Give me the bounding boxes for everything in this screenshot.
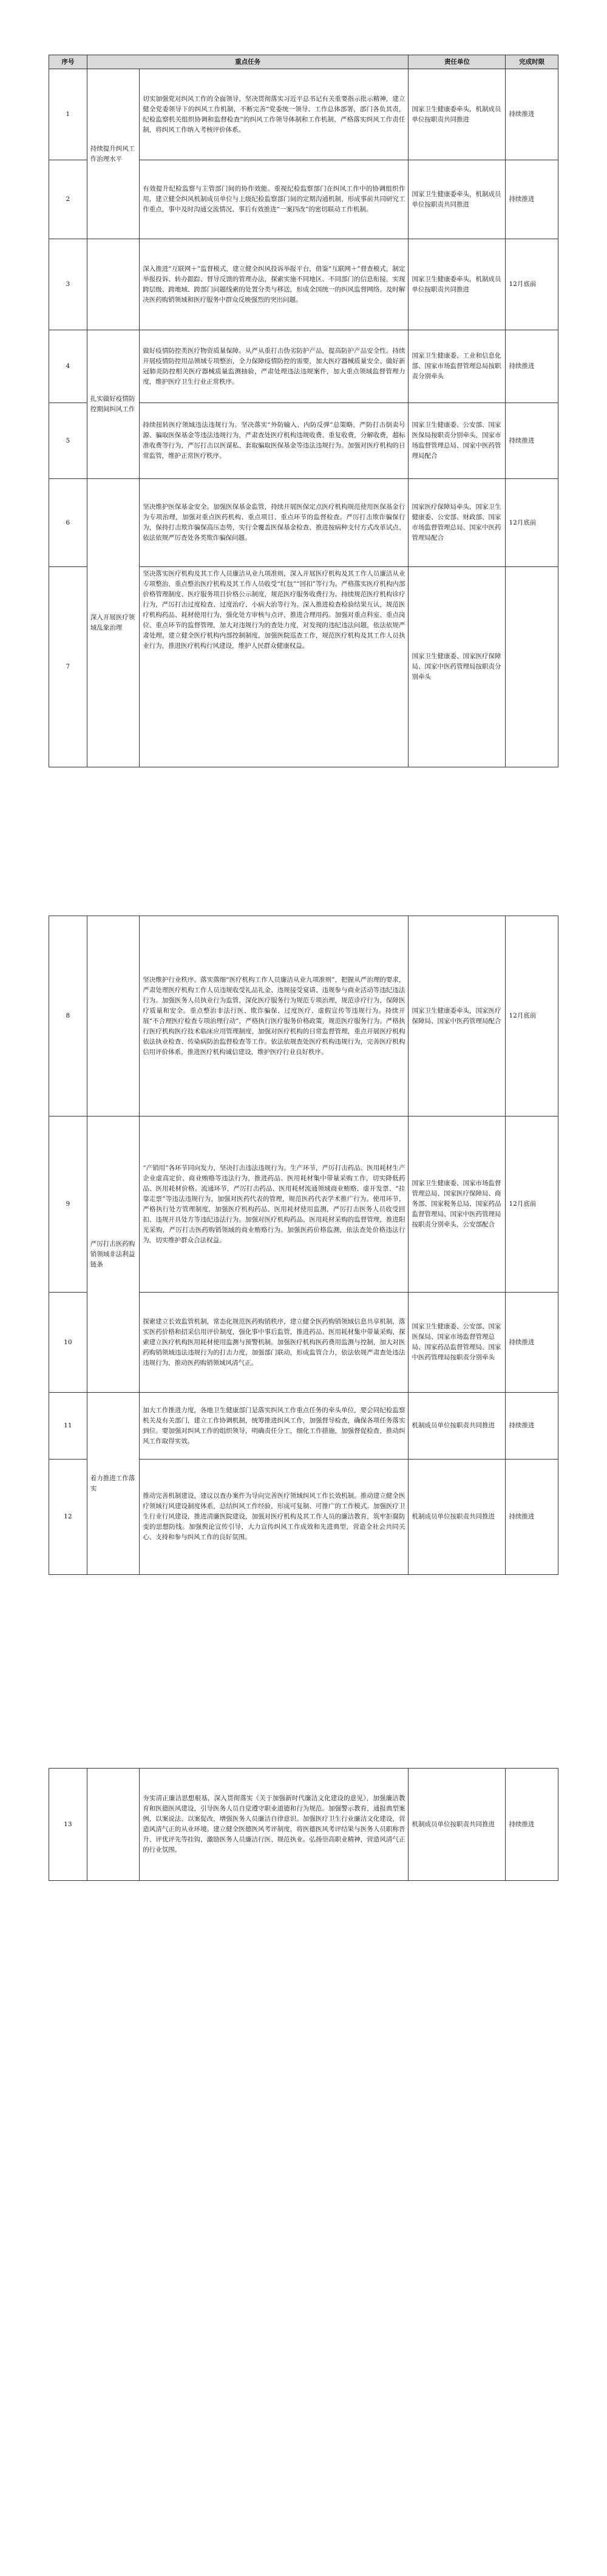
- row-number: 5: [49, 403, 87, 479]
- table-row: [49, 1769, 558, 1881]
- task-text: 切实加强党对纠风工作的全面领导，坚决贯彻落实习近平总书记有关重要指示批示精神，建立健全党委领导下的纠风工作机制，不断完善“党委统一领导、工作总体部署，部门各负其责，纪检监察机关组织协调和监督检查”的纠风工作领导体制和工作机制，严格落实纠风工作责任制，将纠风工作纳入考核评价体系。: [140, 69, 409, 160]
- area-label: [87, 239, 139, 330]
- row-number: 4: [49, 330, 87, 403]
- deadline: 12月底前: [506, 479, 558, 567]
- area-label: 扎实做好疫情防控期间纠风工作: [87, 330, 139, 479]
- responsible-unit: 机制成员单位按职责共同推进: [409, 1460, 506, 1575]
- responsible-unit: 国家卫生健康委、国家市场监督管理总局、国家医疗保障局、商务部、国家税务总局、国家药品监督管理局、国家中医药管理局按职责分别牵头，公安部配合: [409, 1116, 506, 1293]
- deadline: 12月底前: [506, 916, 558, 1116]
- deadline: [506, 567, 558, 767]
- task-table-page-1: [49, 55, 558, 767]
- task-text: 有效提升纪检监察与主管部门间的协作效能。重视纪检监察部门在纠风工作中的协调组织作用，建立健全纠风机制成员单位与上级纪检监察部门间的定期沟通机制，形成事前共同研究工作重点，事中及时沟通交流情况、事后有效推进“一案四改”的密切联动工作机制。: [140, 160, 409, 239]
- task-text: “产销用”各环节同向发力，坚决打击违法违规行为。生产环节，严厉打击药品、医用耗材生产企业虚高定价、商业贿赂等违法行为，推进药品、医用耗材集中带量采购工作，切实降低药品、医用耗材价格。流通环节，严厉打击药品、医用耗材流通领域商业贿赂、虚开发票、“挂靠走票”等违法违规行为，加强对医药代表的管理，规范医药代表学术推广行为。使用环节，严格执行处方管理制度，加强医疗机构药品、医用耗材使用监测，严厉打击医务人员收受回扣、违规开具处方等违纪违法行为。加强对医疗机构药品、医用耗材采购的监督管理，推进阳光采购，严厉打击医药购销领域的商业贿赂行为。加强医药价格监测，依法查处价格违法行为，切实维护群众合法权益。: [140, 1116, 409, 1293]
- area-label: 着力推进工作落实: [87, 1393, 139, 1575]
- responsible-unit: 国家卫生健康委、国家医疗保障局、国家中医药管理局按职责分别牵头: [409, 567, 506, 767]
- task-text: 推动完善机制建设，建议以查办案件为导向完善医疗领域纠风工作长效机制。推动建立健全医疗领域行风建设制度体系，总结纠风工作经验，形成可复制、可推广的工作模式。加强医疗卫生行业行风建设，推进清廉医院建设，加强对医疗机构及其工作人员的廉洁教育，筑牢拒腐防变的思想防线。加强舆论宣传引导，大力宣传纠风工作成效和先进典型，营造全社会共同关心、支持和参与纠风工作的良好氛围。: [140, 1460, 409, 1575]
- table-header: [49, 55, 558, 69]
- row-number: 12: [49, 1460, 87, 1575]
- table-row: [49, 479, 558, 567]
- deadline: 持续推进: [506, 160, 558, 239]
- responsible-unit: 国家卫生健康委牵头，机制成员单位按职责共同推进: [409, 69, 506, 160]
- area-label: [87, 1769, 139, 1881]
- task-table-page-3: [49, 1768, 558, 1881]
- table-row: [49, 330, 558, 403]
- responsible-unit: 国家卫生健康委牵头，国家医疗保障局、国家中医药管理局配合: [409, 916, 506, 1116]
- task-text: 坚决落实医疗机构及其工作人员廉洁从业九项准则，深入开展医疗机构及其工作人员廉洁从业专项整治，重点整治医疗机构及其工作人员收受“红包”“回扣”等行为。严格落实医疗机构内部价格管理制度、医疗服务项目价格公示制度，规范医疗服务收费行为。持续规范医疗机构诊疗行为，严厉打击过度检查、过度治疗、小病大治等行为。深入推进检查检验结果互认，规范医疗机构药品、耗材使用行为，强化处方审核与点评，推进合理用药。加强对重点科室、重点岗位、重点环节的监督管理，加大对违规行为的查处力度，对发现的违纪违法问题，依法依规严肃处理。建立健全医疗机构内部控制制度，加强医院巡查工作，规范医疗机构及其工作人员执业行为，推进医疗机构行风建设，维护人民群众健康权益。: [140, 567, 409, 767]
- area-label: 持续提升纠风工作治理水平: [87, 69, 139, 239]
- row-number: 2: [49, 160, 87, 239]
- responsible-unit: 国家医疗保障局牵头，国家卫生健康委、公安部、财政部、国家市场监督管理总局、国家中医药管理局配合: [409, 479, 506, 567]
- deadline: 12月底前: [506, 1116, 558, 1293]
- task-text: 探索建立长效监管机制，常态化规范医药购销秩序，建立健全医药购销领域信息共享机制，落实医药价格和招采信用评价制度，强化事中事后监管，推进药品、医用耗材集中带量采购，探索建立医疗机构医用耗材使用监测与预警机制。加强医疗机构医药费用监测与控制，加大对医药购销领域违法违规行为的打击力度，加强部门联动，形成监管合力，依法依规严肃查处违法违规行为，推动医药购销领域风清气正。: [140, 1293, 409, 1393]
- responsible-unit: 国家卫生健康委、公安部、国家医保局、国家市场监督管理总局、国家药品监督管理局、国家中医药管理局按职责分别牵头: [409, 1293, 506, 1393]
- task-table-page-2: [49, 916, 558, 1575]
- table-row: [49, 1116, 558, 1293]
- responsible-unit: 机制成员单位按职责共同推进: [409, 1393, 506, 1460]
- deadline: 持续推进: [506, 330, 558, 403]
- task-text: 坚决维护医保基金安全。加强医保基金监管，持续开展医保定点医疗机构规范使用医保基金行为专项治理，加强对重点医药机构、重点项目、重点环节的监督检查。严厉打击欺诈骗保行为，保持打击欺诈骗保高压态势，实行全覆盖医保基金检查、推进按病种支付方式改革试点、依法依规严厉查处各类欺诈骗保问题。: [140, 479, 409, 567]
- area-label: 严厉打击医药购销领域非法利益链条: [87, 1116, 139, 1393]
- task-text: 做好疫情防控类医疗物资质量保障。从严从重打击伪劣防护产品，提高防护产品安全性。持续开展疫情防控用品领域专项整治，全力保障疫情防控的需要，加大医疗器械质量安全、做好新冠肺炎防控相关医疗器械质量监测抽验，严肃处理违法违规案件，加大重点领域监督管理力度，维护医疗卫生行业正常秩序。: [140, 330, 409, 403]
- row-number: 13: [49, 1769, 87, 1881]
- task-text: 加大工作推进力度，各地卫生健康部门是落实纠风工作重点任务的牵头单位，要会同纪检监察机关及有关部门，建立工作协调机制，统筹推进纠风工作，加强督导检查，确保各项任务落实到位。要加强对纠风工作的组织领导，明确责任分工，细化工作措施，加强督促检查，推动纠风工作取得实效。: [140, 1393, 409, 1460]
- row-number: 7: [49, 567, 87, 767]
- task-text: 坚决维护行业秩序。落实落细“医疗机构工作人员廉洁从业九项准则”，把握从严治理的要求，严肃处理医疗机构工作人员违规收受礼品礼金、违规接受宴请、违规参与商业活动等违纪违法行为。加强医务人员执业行为监管，深化医疗服务行为规范专项治理，规范诊疗行为，保障医疗质量和安全。重点整治非法行医、欺诈骗保、过度医疗、虚假宣传等违规行为。持续开展“不合理医疗检查专项治理行动”，严格执行医疗服务价格政策，规范医疗服务行为。严格执行医疗机构医疗技术临床应用管理制度，加强对医疗机构的日常监督管理，重点开展医疗机构依法执业检查、传染病防治监督检查等工作。依法依规查处医疗机构违规行为，完善医疗机构信用评价体系，推进医疗机构诚信建设，维护医疗行业良好秩序。: [140, 916, 409, 1116]
- table-row: [49, 1393, 558, 1460]
- header-task: 重点任务: [87, 55, 409, 69]
- row-number: 6: [49, 479, 87, 567]
- row-number: 9: [49, 1116, 87, 1293]
- header-index: 序号: [49, 55, 87, 69]
- deadline: 持续推进: [506, 1460, 558, 1575]
- responsible-unit: 国家卫生健康委、工业和信息化部、国家市场监督管理总局按职责分别牵头: [409, 330, 506, 403]
- row-number: 10: [49, 1293, 87, 1393]
- row-number: 11: [49, 1393, 87, 1460]
- deadline: 持续推进: [506, 69, 558, 160]
- row-number: 1: [49, 69, 87, 160]
- deadline: 12月底前: [506, 239, 558, 330]
- responsible-unit: 机制成员单位按职责共同推进: [409, 1769, 506, 1881]
- responsible-unit: 国家卫生健康委牵头，机制成员单位按职责共同推进: [409, 239, 506, 330]
- deadline: 持续推进: [506, 1769, 558, 1881]
- row-number: 8: [49, 916, 87, 1116]
- responsible-unit: 国家卫生健康委、公安部、国家医保局按职责分别牵头，国家市场监督管理总局、国家中医药管理局配合: [409, 403, 506, 479]
- deadline: 持续推进: [506, 1293, 558, 1393]
- header-deadline: 完成时限: [506, 55, 558, 69]
- table-row: [49, 69, 558, 160]
- deadline: 持续推进: [506, 403, 558, 479]
- task-text: 夯实清正廉洁思想根基，深入贯彻落实《关于加强新时代廉洁文化建设的意见》，加强廉洁教育和医德医风建设，引导医务人员自觉遵守职业道德和行为规范。加强警示教育，通报典型案例，以案说法、以案促改，增强医务人员廉洁自律意识。加强医疗卫生行业廉洁文化建设，营造风清气正的从业环境。建立健全医德医风考评制度，将医德医风考评结果与医务人员职称晋升、评优评先等挂钩，激励医务人员廉洁行医、规范执业。弘扬崇高职业精神，营造风清气正的行业氛围。: [140, 1769, 409, 1881]
- task-text: 持续扭转医疗领域违法违规行为。坚决落实“外防输入、内防反弹”总策略，严防打击倒卖号源、骗取医保基金等违法违规行为，严肃查处医疗机构违规收费、重复收费，分解收费，超标准收费等行为，严厉打击以医谋私、套取骗取医保基金等违法违规行为。加强对医疗机构的日常监管，维护正常医疗秩序。: [140, 403, 409, 479]
- deadline: 持续推进: [506, 1393, 558, 1460]
- responsible-unit: 国家卫生健康委牵头，机制成员单位按职责共同推进: [409, 160, 506, 239]
- area-label: [87, 916, 139, 1116]
- row-number: 3: [49, 239, 87, 330]
- table-row: [49, 239, 558, 330]
- area-label: 深入开展医疗领域乱象治理: [87, 479, 139, 767]
- task-text: 深入推进“互联网＋”监督模式，建立健全纠风投诉举报平台，借鉴“互联网＋”督查模式，制定举报投诉、转办跟踪、督导反馈的管理办法，探索实施不同地区、不同部门的信息衔接，实现跨层级、跨地域、跨部门问题线索的处置分类与移送，形成全国统一的纠风监督网络。及时解决医药购销领域和医疗服务中群众反映强烈的突出问题。: [140, 239, 409, 330]
- table-row: [49, 916, 558, 1116]
- header-responsible: 责任单位: [409, 55, 506, 69]
